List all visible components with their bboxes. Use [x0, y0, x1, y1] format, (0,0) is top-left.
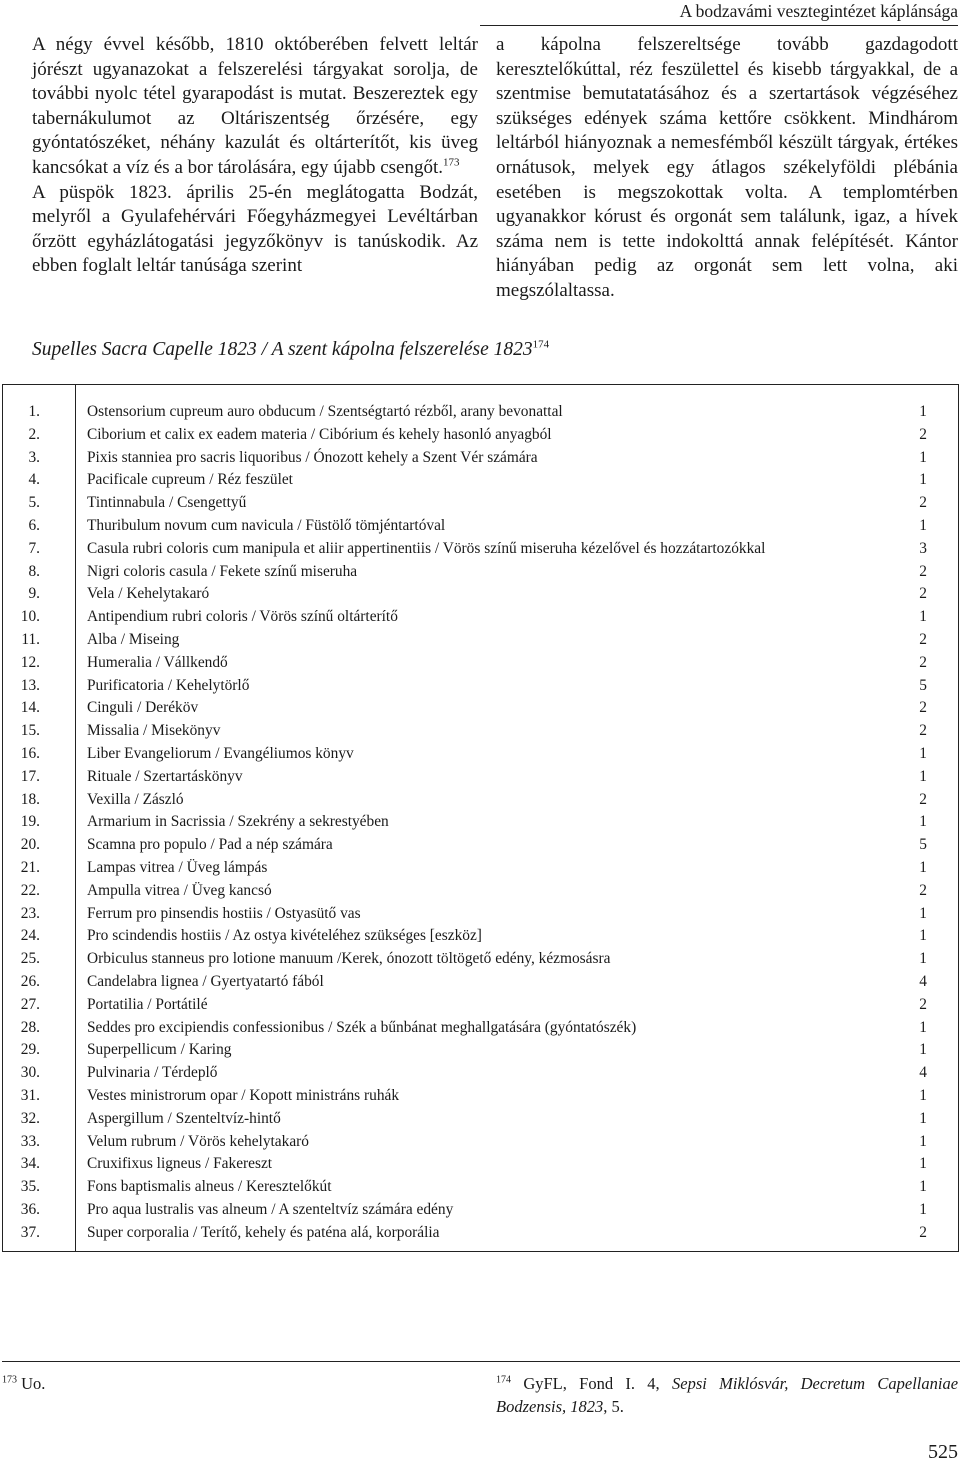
table-row: [3, 743, 958, 766]
paragraph-1810-inventory: [32, 33, 478, 181]
item-number: 8.: [28, 562, 40, 580]
item-description: Nigri coloris casula / Fekete színű miseruha: [87, 562, 358, 580]
item-number: 4.: [28, 471, 40, 489]
item-quantity: 1: [919, 767, 927, 785]
table-row: [3, 1085, 958, 1108]
item-description: Fons baptismalis alneus / Keresztelőkút: [87, 1178, 332, 1196]
table-row: [3, 1062, 958, 1085]
inventory-title: [32, 337, 549, 363]
item-quantity: 1: [919, 403, 927, 420]
item-number: 24.: [20, 927, 40, 945]
table-row: [3, 401, 958, 424]
table-row: [3, 538, 958, 561]
table-row: [3, 789, 958, 812]
table-row: [3, 834, 958, 857]
item-description: Aspergillum / Szenteltvíz-hintő: [87, 1109, 281, 1127]
item-number: 32.: [20, 1109, 40, 1127]
item-number: 12.: [20, 653, 40, 671]
item-description: Casula rubri coloris cum manipula et aliir appertinentiis / Vörös színű miseruha kézelővel és hozzátartozókkal: [87, 539, 766, 557]
item-description: Rituale / Szertartáskönyv: [87, 767, 243, 785]
item-quantity: 5: [919, 676, 927, 694]
table-row: [3, 1131, 958, 1154]
item-description: Vestes ministrorum opar / Kopott ministráns ruhák: [87, 1086, 400, 1104]
item-number: 25.: [20, 950, 40, 968]
item-quantity: 1: [919, 516, 927, 534]
table-row: [3, 880, 958, 903]
item-number: 21.: [20, 858, 40, 876]
table-row: [3, 561, 958, 584]
item-quantity: 5: [919, 836, 927, 854]
table-row: [3, 697, 958, 720]
item-number: 37.: [20, 1223, 40, 1241]
item-number: 3.: [28, 448, 40, 466]
footnote-number: 174: [496, 1374, 511, 1386]
item-number: 1.: [28, 403, 40, 420]
table-row: [3, 971, 958, 994]
item-quantity: 1: [919, 1018, 927, 1036]
item-quantity: 1: [919, 608, 927, 626]
item-description: Ampulla vitrea / Üveg kancsó: [87, 881, 272, 899]
item-quantity: 1: [919, 471, 927, 489]
item-description: Cruxifixus ligneus / Fakereszt: [87, 1155, 273, 1173]
table-row: [3, 994, 958, 1017]
item-number: 19.: [20, 813, 40, 831]
item-quantity: 2: [919, 562, 927, 580]
item-quantity: 2: [919, 722, 927, 740]
item-description: Vela / Kehelytakaró: [87, 585, 210, 603]
item-quantity: 2: [919, 425, 927, 443]
item-number: 23.: [20, 904, 40, 922]
paragraph-1823-visit: A püspök 1823. április 25-én meglátogatta Bodzát, melyről a Gyulafehérvári Főegyházmegyei Levéltárban őrzött egyházlátogatási jegyzőkönyv is tanúskodik. Az ebben foglalt leltár tanúsága szerint: [32, 181, 478, 277]
item-quantity: 2: [919, 494, 927, 512]
item-quantity: 2: [919, 699, 927, 717]
item-number: 34.: [20, 1155, 40, 1173]
item-number: 7.: [28, 539, 40, 557]
item-number: 10.: [20, 608, 40, 626]
table-row: [3, 1039, 958, 1062]
item-number: 11.: [21, 630, 40, 648]
running-header: A bodzavámi vesztegintézet káplánsága: [480, 0, 958, 26]
item-number: 6.: [28, 516, 40, 534]
table-row: [3, 948, 958, 971]
paragraph-chapel-equipment: a kápolna felszereltsége tovább gazdagodott keresztelőkúttal, réz feszülettel és kisebb tárgyakkal, de a szentmise bemutatatásához és a szertartások végzéséhez szükséges edények száma kettőre csökkent. Mindhárom leltárból hiányoznak a nemesfémből készült tárgyak, értékes ornátusok, melyek egy átlagos székelyföldi plébánia esetében is megszokottak volta. A templomtérben ugyanakkor kórust és orgonát sem találunk, igaz, a hívek száma nem is tette indokolttá annak felépítését. Kántor hiányában pedig az orgonát sem lett volna, aki megszólaltassa.: [496, 34, 958, 301]
item-number: 31.: [20, 1086, 40, 1104]
inventory-title-text: Supelles Sacra Capelle 1823 / A szent kápolna felszerelése 1823: [32, 339, 533, 360]
table-row: [3, 1176, 958, 1199]
item-quantity: 1: [919, 1178, 927, 1196]
footnote-ref-173[interactable]: 173: [442, 156, 460, 169]
table-row: [3, 583, 958, 606]
item-description: Purificatoria / Kehelytörlő: [87, 676, 250, 694]
footnote-number: 173: [2, 1374, 17, 1386]
table-row: [3, 515, 958, 538]
item-number: 2.: [28, 425, 40, 443]
item-description: Scamna pro populo / Pad a nép számára: [87, 836, 333, 854]
table-row: [3, 492, 958, 515]
item-quantity: 2: [919, 881, 927, 899]
item-description: Candelabra lignea / Gyertyatartó fából: [87, 972, 324, 990]
item-number: 14.: [20, 699, 40, 717]
table-row: [3, 447, 958, 470]
item-number: 36.: [20, 1200, 40, 1218]
item-description: Superpellicum / Karing: [87, 1041, 232, 1059]
item-quantity: 2: [919, 630, 927, 648]
item-number: 22.: [20, 881, 40, 899]
item-description: Pulvinaria / Térdeplő: [87, 1064, 218, 1082]
item-number: 27.: [20, 995, 40, 1013]
item-description: Pro aqua lustralis vas alneum / A szenteltvíz számára edény: [87, 1200, 454, 1218]
footnote-173: [2, 1372, 302, 1395]
item-quantity: 2: [919, 790, 927, 808]
item-description: Armarium in Sacrissia / Szekrény a sekrestyében: [87, 813, 389, 831]
table-row: [3, 606, 958, 629]
item-description: Velum rubrum / Vörös kehelytakaró: [87, 1132, 309, 1150]
item-description: Ciborium et calix ex eadem materia / Cibórium és kehely hasonló anyagból: [87, 425, 552, 443]
item-number: 28.: [20, 1018, 40, 1036]
item-quantity: 1: [919, 1086, 927, 1104]
item-quantity: 4: [919, 972, 927, 990]
item-number: 29.: [20, 1041, 40, 1059]
item-quantity: 2: [919, 585, 927, 603]
page-number: 525: [928, 1441, 958, 1463]
left-text-column: [32, 33, 478, 279]
item-description: Liber Evangeliorum / Evangéliumos könyv: [87, 744, 354, 762]
item-description: Thuribulum novum cum navicula / Füstölő tömjéntartóval: [87, 516, 446, 534]
table-row: [3, 903, 958, 926]
item-quantity: 1: [919, 1109, 927, 1127]
item-number: 9.: [28, 585, 40, 603]
item-number: 35.: [20, 1178, 40, 1196]
table-row: [3, 857, 958, 880]
item-number: 15.: [20, 722, 40, 740]
item-quantity: 1: [919, 1200, 927, 1218]
table-row: [3, 1199, 958, 1222]
item-number: 17.: [20, 767, 40, 785]
item-quantity: 2: [919, 1223, 927, 1241]
inventory-rows: [3, 401, 958, 1244]
item-description: Cinguli / Deréköv: [87, 699, 199, 717]
item-quantity: 1: [919, 950, 927, 968]
table-row: [3, 925, 958, 948]
item-quantity: 4: [919, 1064, 927, 1082]
item-description: Antipendium rubri coloris / Vörös színű oltárterítő: [87, 608, 398, 626]
inventory-table: [2, 384, 959, 1252]
item-quantity: 1: [919, 813, 927, 831]
footnote-suffix: , 5.: [603, 1397, 624, 1416]
footnote-174: [496, 1372, 958, 1418]
item-number: 5.: [28, 494, 40, 512]
table-row: [3, 1153, 958, 1176]
table-row: [3, 424, 958, 447]
item-description: Lampas vitrea / Üveg lámpás: [87, 858, 268, 876]
item-description: Tintinnabula / Csengettyű: [87, 494, 247, 512]
item-quantity: 1: [919, 927, 927, 945]
item-description: Pixis stanniea pro sacris liquoribus / Ónozott kehely a Szent Vér számára: [87, 448, 538, 466]
item-quantity: 1: [919, 858, 927, 876]
item-description: Pro scindendis hostiis / Az ostya kivételéhez szükséges [eszköz]: [87, 927, 482, 945]
item-number: 13.: [20, 676, 40, 694]
table-row: [3, 1222, 958, 1245]
right-text-column: [496, 33, 958, 304]
item-number: 30.: [20, 1064, 40, 1082]
item-description: Alba / Miseing: [87, 630, 180, 648]
footnote-source-title: Sepsi Miklósvár, Decretum Capellaniae Bodzensis, 1823: [496, 1374, 959, 1416]
footnote-prefix: GyFL, Fond I. 4,: [523, 1374, 660, 1393]
item-quantity: 1: [919, 1132, 927, 1150]
table-row: [3, 469, 958, 492]
item-description: Humeralia / Vállkendő: [87, 653, 228, 671]
item-number: 18.: [20, 790, 40, 808]
item-number: 33.: [20, 1132, 40, 1150]
item-quantity: 1: [919, 1041, 927, 1059]
item-description: Super corporalia / Terítő, kehely és paténa alá, korporália: [87, 1223, 440, 1241]
item-quantity: 2: [919, 653, 927, 671]
item-quantity: 1: [919, 904, 927, 922]
item-quantity: 1: [919, 1155, 927, 1173]
item-quantity: 1: [919, 448, 927, 466]
table-row: [3, 675, 958, 698]
item-description: Portatilia / Portátilé: [87, 995, 208, 1013]
item-description: Vexilla / Zászló: [87, 790, 184, 808]
table-row: [3, 720, 958, 743]
item-description: Pacificale cupreum / Réz feszület: [87, 471, 293, 489]
item-description: Missalia / Misekönyv: [87, 722, 221, 740]
footnote-rule: [2, 1361, 960, 1362]
item-description: Ostensorium cupreum auro obducum / Szentségtartó rézből, arany bevonattal: [87, 403, 563, 420]
item-number: 26.: [20, 972, 40, 990]
item-number: 16.: [20, 744, 40, 762]
table-row: [3, 629, 958, 652]
table-row: [3, 652, 958, 675]
table-row: [3, 811, 958, 834]
footnote-ref-174[interactable]: 174: [532, 338, 550, 351]
table-row: [3, 1017, 958, 1040]
item-quantity: 3: [919, 539, 927, 557]
paragraph-text: A négy évvel később, 1810 októberében felvett leltár jórészt ugyanazokat a felszerelési tárgyakat sorolja, de további nyolc tétel gyarapodást is mutat. Beszereztek egy tabernákulumot az Oltáriszentség őrzésére, egy gyóntatószéket, néhány kazulát és oltárterítőt, kis üveg kancsókat a víz és a bor tárolására, egy újabb csengőt.: [32, 34, 478, 178]
item-description: Orbiculus stanneus pro lotione manuum /Kerek, ónozott töltögető edény, kézmosásra: [87, 950, 611, 968]
item-description: Ferrum pro pinsendis hostiis / Ostyasütő vas: [87, 904, 361, 922]
item-quantity: 1: [919, 744, 927, 762]
item-quantity: 2: [919, 995, 927, 1013]
table-row: [3, 1108, 958, 1131]
item-description: Seddes pro excipiendis confessionibus / Szék a bűnbánat meghallgatására (gyóntatószék): [87, 1018, 637, 1036]
table-row: [3, 766, 958, 789]
item-number: 20.: [20, 836, 40, 854]
footnote-text: Uo.: [21, 1374, 46, 1393]
